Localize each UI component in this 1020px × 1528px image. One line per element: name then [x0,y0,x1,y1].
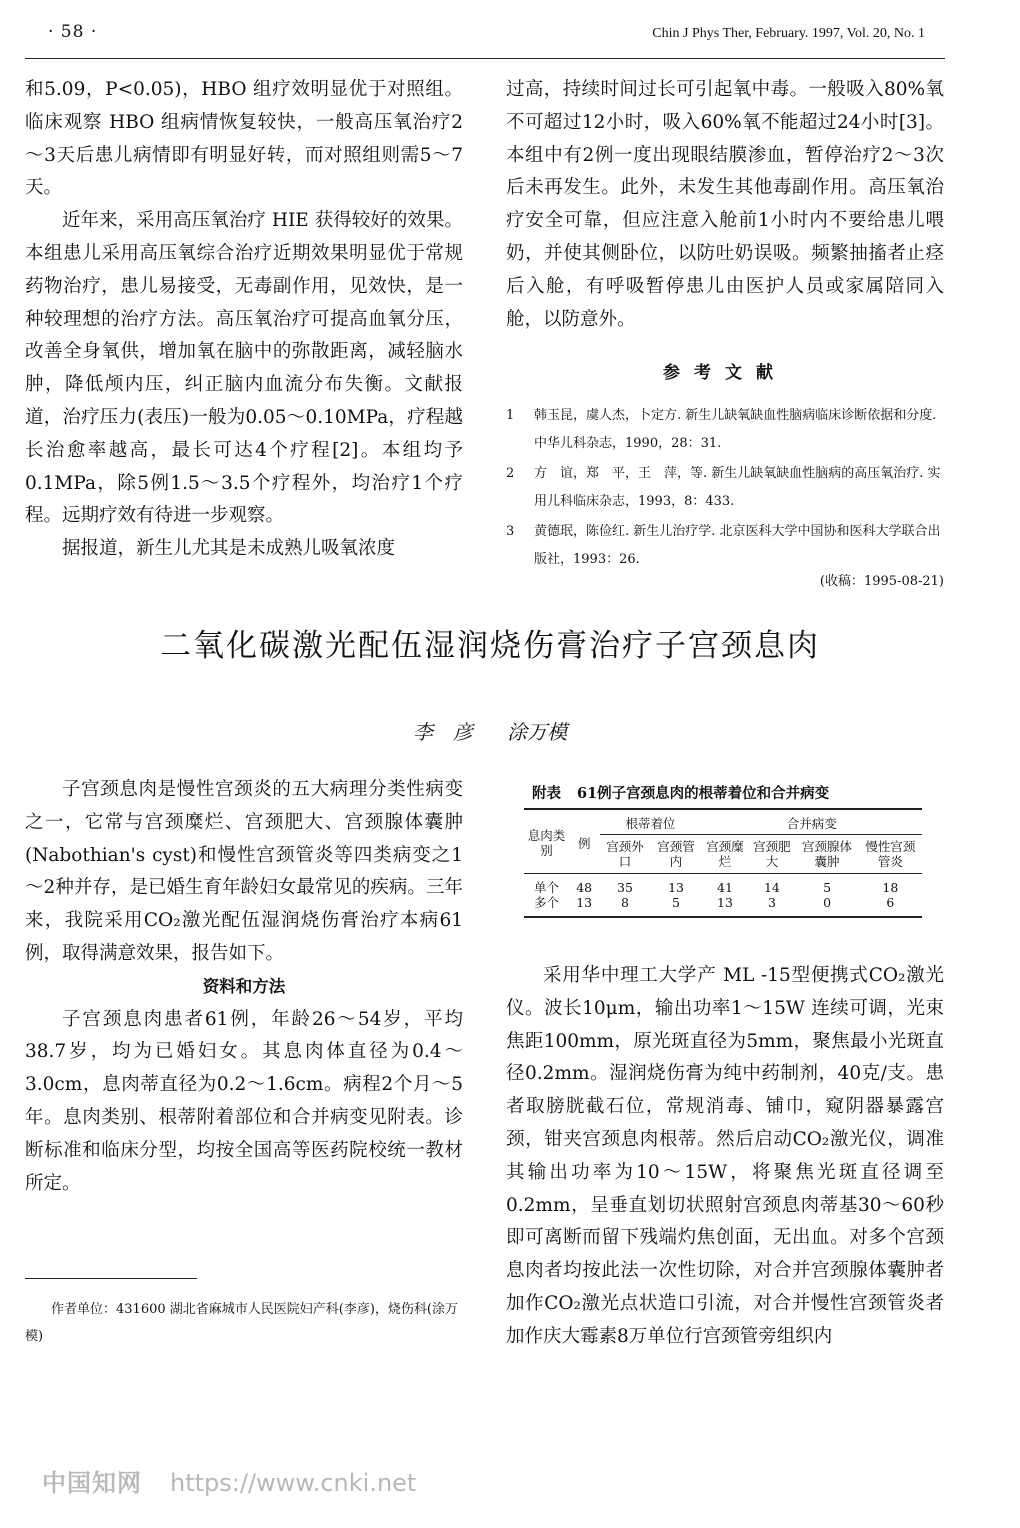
col-header-type: 息肉类别 [527,828,566,858]
author-affiliation-footnote: 作者单位：431600 湖北省麻城市人民医院妇产科(李彦)，烧伤科(涂万模) [25,1302,458,1344]
cell-hypertrophy: 14 [763,880,780,895]
col-header-count: 例 [577,835,591,851]
cell-root-canal: 13 [668,880,684,895]
col-header-root-canal: 宫颈管内 [657,839,695,869]
cell-root-outer: 8 [621,895,629,910]
article-left-column [25,774,463,1200]
cell-type: 多个 [533,895,559,910]
table-caption [532,782,845,803]
article-title: 二氧化碳激光配伍湿润烧伤膏治疗子宫颈息肉 [160,628,820,664]
col-header-erosion: 宫颈糜烂 [706,839,744,869]
cell-erosion: 13 [717,895,733,910]
table-label: 附表 [532,785,561,802]
data-table [524,808,922,918]
reference-text: 韩玉昆，虞人杰，卜定方. 新生儿缺氧缺血性脑病临床诊断依据和分度. 中华儿科杂志，1990，28：31. [534,408,937,451]
page-number: · 58 · [48,22,98,42]
col-header-root-outer: 宫颈外口 [606,839,644,869]
cell-hypertrophy: 3 [767,895,776,910]
table-row [524,874,922,896]
paragraph: 过高，持续时间过长可引起氧中毒。一般吸入80%氧不可超过12小时，吸入60%氧不能超过24小时[3]。本组中有2例一度出现眼结膜渗血，暂停治疗2～3次后未再发生。此外，未发生其他毒副作用。高压氧治疗安全可靠，但应注意入舱前1小时内不要给患儿喂奶，并使其侧卧位，以防吐奶误吸。频繁抽搐者止痉后入舱，有呼吸暂停患儿由医护人员或家属陪同入舱，以防意外。 [506,79,944,330]
section-heading: 资料和方法 [202,976,286,996]
paragraph: 和5.09，P<0.05)，HBO 组疗效明显优于对照组。临床观察 HBO 组病情恢复较快，一般高压氧治疗2～3天后患儿病情即有明显好转，而对照组则需5～7天。 [25,79,463,199]
received-date: (收稿：1995-08-21) [819,574,944,589]
reference-number: 3 [506,524,515,539]
left-column-continuation [25,74,463,566]
table-row [524,895,922,917]
header-rule [25,58,945,59]
paragraph: 近年来，采用高压氧治疗 HIE 获得较好的效果。本组患儿采用高压氧综合治疗近期效果明显优于常规药物治疗，患儿易接受，无毒副作用，见效快，是一种较理想的治疗方法。高压氧治疗可提高血氧分压，改善全身氧供，增加氧在脑中的弥散距离，减轻脑水肿，降低颅内压，纠正脑内血流分布失衡。文献报道，治疗压力(表压)一般为0.05～0.10MPa，疗程越长治愈率越高，最长可达4个疗程[2]。本组均予0.1MPa，除5例1.5～3.5个疗程外，均治疗1个疗程。远期疗效有待进一步观察。 [25,210,463,527]
methods-paragraph: 采用华中理工大学产 ML -15型便携式CO₂激光仪。波长10μm，输出功率1～15W 连续可调，光束焦距100mm，原光斑直径为5mm，聚焦最小光斑直径0.2mm。湿润烧伤膏为纯中药制剂，40克/支。患者取膀胱截石位，常规消毒、铺巾，窥阴器暴露宫颈，钳夹宫颈息肉根蒂。然后启动CO₂激光仪，调准其输出功率为10～15W，将聚焦光斑直径调至0.2mm，呈垂直划切状照射宫颈息肉蒂基30～60秒即可离断而留下残端灼焦创面，无出血。对多个宫颈息肉者均按此法一次性切除，对合并宫颈腺体囊肿者加作CO₂激光点状造口引流，对合并慢性宫颈管炎者加作庆大霉素8万单位行宫颈管旁组织内 [506,965,944,1347]
col-header-hypertrophy: 宫颈肥大 [753,839,791,869]
cell-root-outer: 35 [617,880,633,895]
cell-cervicitis: 6 [886,895,895,910]
col-header-cyst: 宫颈腺体囊肿 [802,839,853,869]
reference-text: 黄德珉，陈俭红. 新生儿治疗学. 北京医科大学中国协和医科大学联合出版社，1993：26. [534,524,941,567]
cell-count: 48 [576,880,593,895]
cell-cyst: 0 [823,895,832,910]
intro-paragraph: 子宫颈息肉是慢性宫颈炎的五大病理分类性病变之一，它常与宫颈糜烂、宫颈肥大、宫颈腺体囊肿(Nabothian's cyst)和慢性宫颈管炎等四类病变之1～2种并存，是已婚生育年龄妇女最常见的疾病。三年来，我院采用CO₂激光配伍湿润烧伤膏治疗本病61例，取得满意效果，报告如下。 [25,779,463,964]
reference-number: 1 [506,408,515,423]
col-header-cervicitis: 慢性宫颈管炎 [865,839,916,869]
cell-cervicitis: 18 [882,880,899,895]
footnote-rule [25,1278,197,1279]
cell-type: 单个 [533,880,559,895]
cell-root-canal: 5 [672,895,680,910]
article-authors: 李 彦 涂万模 [412,720,568,744]
reference-text: 方 谊，郑 平，王 萍，等. 新生儿缺氧缺血性脑病的高压氧治疗. 实用儿科临床杂志，1993，8：433. [534,466,941,509]
article-right-column [506,960,944,1354]
reference-item [506,402,944,458]
cell-erosion: 41 [717,880,733,895]
col-group-root: 根蒂着位 [600,809,702,835]
cnki-watermark [42,1463,416,1498]
paragraph: 据报道，新生儿尤其是未成熟儿吸氧浓度 [62,538,396,560]
journal-header: Chin J Phys Ther, February. 1997, Vol. 20, No. 1 [652,26,925,41]
cell-count: 13 [576,895,593,910]
table-caption-text: 61例子宫颈息肉的根蒂着位和合并病变 [577,785,830,802]
references-heading: 参考文献 [663,363,787,383]
cell-cyst: 5 [823,880,832,895]
col-group-complications: 合并病变 [702,809,922,835]
cnki-url: https://www.cnki.net [170,1469,417,1497]
methods-paragraph: 子宫颈息肉患者61例，年龄26～54岁，平均38.7岁，均为已婚妇女。其息肉体直径为0.4～3.0cm，息肉蒂直径为0.2～1.6cm。病程2个月～5年。息肉类别、根蒂附着部位和合并病变见附表。诊断标准和临床分型，均按全国高等医药院校统一教材所定。 [25,1008,463,1194]
right-column-continuation [506,74,944,336]
cnki-logo: 中国知网 [42,1469,142,1497]
reference-list [506,402,944,576]
reference-number: 2 [506,466,515,481]
reference-item [506,460,944,516]
reference-item [506,518,944,574]
